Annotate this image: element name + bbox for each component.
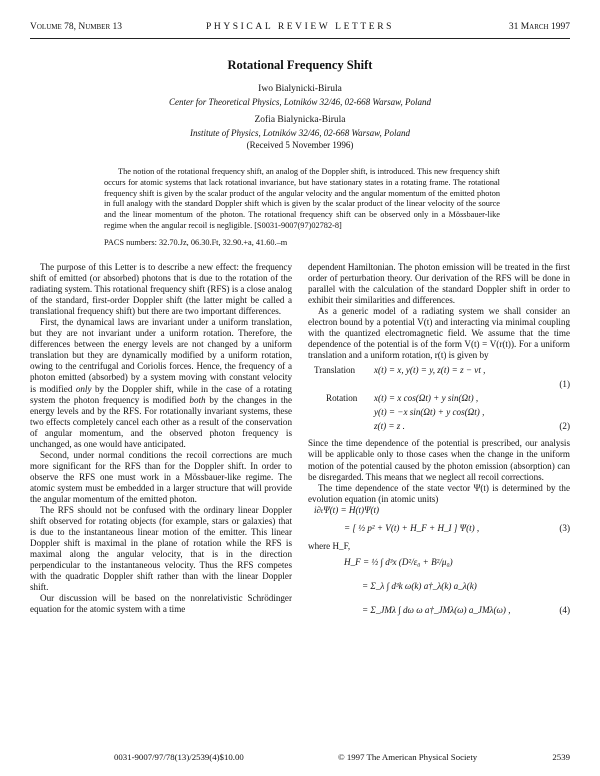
paragraph-5: Our discussion will be based on the nonrelativistic Schrödinger equation for the atomic system with a time — [30, 593, 292, 615]
paragraph-4: The RFS should not be confused with the ordinary linear Doppler shift observed for rotating objects (for example, stars or galaxies) that is due to the instantaneous linear motion of the emitter. This linear Doppler shift is maximal in the plane of rotation while the RFS is maximal along the angular velocity, that is in the direction perpendicular to the instantaneous velocity. Thus the RFS competes with the quadratic Doppler shift rather than with the linear Doppler shift. — [30, 505, 292, 593]
left-column — [30, 262, 292, 616]
equation-2-line-1: Rotation x(t) = x cos(Ωt) + y sin(Ωt) , — [326, 393, 479, 404]
equation-1: Translation x(t) = x, y(t) = y, z(t) = z − vt , — [314, 365, 486, 376]
paragraph-1: The purpose of this Letter is to describe a new effect: the frequency shift of emitted (or absorbed) photons that is due to the rotation of the radiating system. This rotational frequency shift (RFS) is a close analog of the standard, first-order Doppler shift (the latter might be called a translational frequency shift) but there are two important differences. — [30, 262, 292, 317]
journal-name: PHYSICAL REVIEW LETTERS — [205, 22, 395, 32]
copyright: © 1997 The American Physical Society — [338, 752, 478, 762]
equation-1-number: (1) — [559, 379, 570, 390]
page-number: 2539 — [552, 752, 570, 762]
issue-date: 31 March 1997 — [508, 22, 570, 32]
abstract: The notion of the rotational frequency shift, an analog of the Doppler shift, is introduced. This new frequency shift occurs for atomic systems that lack rotational invariance, but have stationary states in a rotating frame. The rotational frequency shift is given by the scalar product of the angular velocity and the angular momentum of the emitted photon in full analogy with the standard Doppler shift which is given by the scalar product of the linear velocity of the source and the linear momentum of the photon. The rotational frequency shift can be observed only in a Mössbauer-like regime when the angular recoil is negligible. [S0031-9007(97)02782-8] — [104, 167, 500, 230]
paper-title: Rotational Frequency Shift — [227, 58, 373, 72]
equation-4-line-2: = Σ_λ ∫ d³k ω(k) a†_λ(k) a_λ(k) — [362, 580, 477, 591]
volume-number: Volume 78, Number 13 — [30, 22, 123, 32]
right-column — [308, 262, 570, 624]
header-rule — [30, 38, 570, 39]
paragraph-6: dependent Hamiltonian. The photon emission will be treated in the first order of perturbation theory. Our derivation of the RFS will be done in parallel with the calculation of the standard Doppler shift in order to exhibit their similarities and differences. — [308, 262, 570, 306]
paragraph-3: Second, under normal conditions the recoil corrections are much more significant for the RFS than for the Doppler shift. In order to observe the RFS one must work in a Mössbauer-like regime. The atomic system must be embedded in a larger structure that will provide the angular momentum of the emitted photon. — [30, 449, 292, 504]
running-header — [30, 22, 570, 36]
pacs-numbers: PACS numbers: 32.70.Jz, 06.30.Ft, 32.90.+a, 41.60.–m — [104, 238, 288, 247]
paragraph-9: The time dependence of the state vector Ψ(t) is determined by the evolution equation (in atomic units) — [308, 482, 570, 504]
equation-3-line-1: i∂ₜΨ(t) = H(t)Ψ(t) — [314, 504, 380, 515]
author-2-name: Zofia Bialynicka-Birula — [254, 115, 346, 125]
paragraph-2: First, the dynamical laws are invariant under a uniform translation, but they are not invariant under a uniform rotation. Therefore, the differences between the energy levels are not changed by a uniform translation but they are dynamically modified by a uniform rotation, owing to the centrifugal and Coriolis forces. Hence, the frequency of a photon emitted (absorbed) by a system moving with constant velocity is modified only by the Doppler shift, while in the case of a rotating system the photon frequency is modified both by the changes in the energy levels and by the RFS. For rotationally invariant systems, these two effects completely cancel each other as a result of the conservation of angular momentum, and the observed photon frequency is unchanged, as one would have anticipated. — [30, 317, 292, 449]
author-1-name: Iwo Bialynicki-Birula — [258, 84, 342, 94]
paragraph-8: Since the time dependence of the potential is prescribed, our analysis will be applicable only to those cases when the change in the uniform motion of the potential caused by the photon emission (absorption) can be disregarded. This means that we neglect all recoil corrections. — [308, 438, 570, 482]
where-clause: where H_F, — [308, 540, 351, 551]
article-code: 0031-9007/97/78(13)/2539(4)$10.00 — [114, 752, 244, 762]
equation-4-line-1: H_F = ½ ∫ d³x (D²/ε₀ + B²/μ₀) — [344, 556, 453, 567]
equation-4-line-3: = Σ_JMλ ∫ dω ω a†_JMλ(ω) a_JMλ(ω) , (4) — [362, 604, 570, 615]
received-date: (Received 5 November 1996) — [246, 140, 354, 150]
author-2-affiliation: Institute of Physics, Lotników 32/46, 02-668 Warsaw, Poland — [190, 128, 410, 138]
equation-2-line-2: y(t) = −x sin(Ωt) + y cos(Ωt) , — [374, 407, 485, 418]
author-1-affiliation: Center for Theoretical Physics, Lotników 32/46, 02-668 Warsaw, Poland — [169, 97, 431, 107]
page-footer — [30, 752, 570, 764]
paragraph-7: As a generic model of a radiating system we shall consider an electron bound by a potential V(t) and interacting via minimal coupling with the quantized electromagnetic field. We assume that the time dependence of the potential is of the form V(t) = V(r(t)). For a uniform translation and a uniform rotation, r(t) is given by — [308, 306, 570, 361]
equation-2-line-3: z(t) = z . (2) — [374, 421, 570, 432]
equation-3-line-2: = [ ½ p² + V(t) + H_F + H_I ] Ψ(t) , (3) — [344, 522, 570, 533]
